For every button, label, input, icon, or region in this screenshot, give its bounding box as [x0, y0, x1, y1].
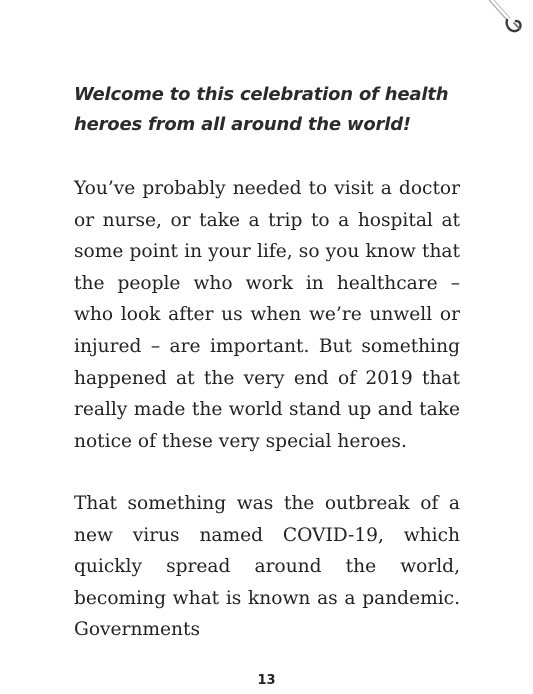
body-paragraph-2: That something was the outbreak of a new virus named COVID-19, which quickly spread around the world, becoming what is known as a pandemic. Governments: [74, 493, 460, 641]
safety-pin-icon: [485, 0, 525, 42]
page-number: 13: [257, 673, 276, 688]
body-paragraph-1: You’ve probably needed to visit a doctor or nurse, or take a trip to a hospital at some point in your life, so you know that the people who work in healthcare – who look after us when we’re unwell or injured – are important. But something happened at the very end of 2019 that really made the world stand up and take notice of these very special heroes.: [74, 178, 460, 452]
page-heading: Welcome to this celebration of health heroes from all around the world!: [74, 84, 449, 135]
